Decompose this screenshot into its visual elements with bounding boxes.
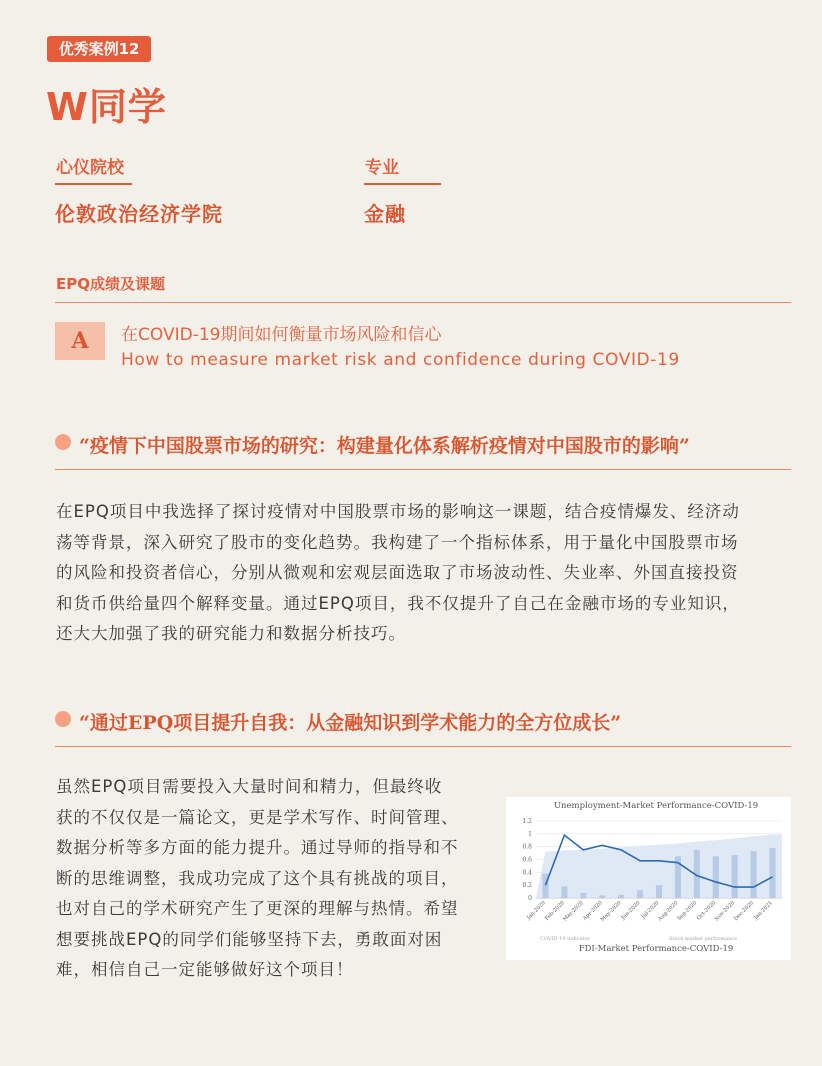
paragraph-line: 荡等背景，深入研究了股市的变化趋势。我构建了一个指标体系，用于量化中国股票市场 bbox=[56, 532, 739, 552]
chart-y-tick-label: 1 bbox=[528, 830, 532, 838]
chart-bar bbox=[770, 848, 776, 898]
section2-divider bbox=[55, 746, 791, 747]
chart-y-tick-label: 0.6 bbox=[522, 856, 532, 864]
paragraph-line: 在EPQ项目中我选择了探讨疫情对中国股票市场的影响这一课题，结合疫情爆发、经济动 bbox=[56, 502, 740, 521]
chart-legend-2: Stock market performance bbox=[669, 936, 738, 942]
section1-divider bbox=[55, 469, 791, 470]
chart-x-tick-label: Jul-2020 bbox=[640, 900, 661, 921]
school-underline bbox=[55, 183, 132, 185]
chart-bar bbox=[599, 895, 605, 898]
case-badge: 优秀案例12 bbox=[47, 36, 151, 62]
chart-y-tick-label: 0.2 bbox=[522, 882, 532, 890]
chart-bar bbox=[542, 874, 548, 898]
chart-x-tick-label: Jan-2021 bbox=[753, 900, 774, 922]
section1-paragraph bbox=[56, 497, 796, 650]
chart-x-tick-label: Dec-2020 bbox=[733, 900, 756, 923]
paragraph-line: 获的不仅仅是一篇论文，更是学术写作、时间管理、 bbox=[56, 807, 459, 827]
chart-bar bbox=[580, 893, 586, 898]
chart-bottom-caption: FDI-Market Performance-COVID-19 bbox=[578, 944, 734, 954]
chart-bar bbox=[561, 886, 567, 898]
student-name: W同学 bbox=[46, 85, 167, 129]
chart-x-tick-label: Sep-2020 bbox=[676, 900, 699, 923]
major-underline bbox=[364, 183, 441, 185]
chart-bar bbox=[732, 855, 738, 898]
paragraph-line: 的风险和投资者信心，分别从微观和宏观层面选取了市场波动性、失业率、外国直接投资 bbox=[56, 563, 739, 582]
chart-x-tick-label: Jun-2020 bbox=[620, 900, 642, 922]
chart-title: Unemployment-Market Performance-COVID-19 bbox=[553, 801, 759, 811]
epq-divider bbox=[55, 302, 791, 303]
chart-y-tick-label: 0.4 bbox=[522, 869, 532, 877]
paragraph-line: 还大大加强了我的研究能力和数据分析技巧。 bbox=[56, 624, 406, 643]
section1-heading: “疫情下中国股票市场的研究：构建量化体系解析疫情对中国股市的影响” bbox=[79, 435, 690, 457]
chart-svg bbox=[506, 797, 791, 960]
epq-section-title: EPQ成绩及课题 bbox=[56, 275, 165, 293]
chart-bar bbox=[618, 895, 624, 898]
section2-heading: “通过EPQ项目提升自我：从金融知识到学术能力的全方位成长” bbox=[79, 712, 622, 734]
chart-bar bbox=[637, 890, 643, 898]
chart-legend-1: COVID-19 indicator bbox=[540, 936, 590, 942]
section2-paragraph bbox=[56, 772, 496, 986]
chart-x-tick-label: Nov-2020 bbox=[713, 900, 737, 923]
paragraph-line: 和货币供给量四个解释变量。通过EPQ项目，我不仅提升了自己在金融市场的专业知识， bbox=[56, 593, 740, 613]
school-value: 伦敦政治经济学院 bbox=[55, 202, 223, 226]
paragraph-line: 难，相信自己一定能够做好这个项目！ bbox=[56, 960, 354, 979]
paragraph-line: 想要挑战EPQ的同学们能够坚持下去，勇敢面对困 bbox=[56, 929, 443, 949]
market-chart bbox=[506, 797, 791, 960]
chart-x-tick-label: Mar-2020 bbox=[562, 900, 585, 923]
chart-x-tick-label: Feb-2020 bbox=[544, 900, 566, 922]
chart-x-tick-label: May-2020 bbox=[599, 900, 623, 924]
school-label: 心仪院校 bbox=[56, 158, 124, 178]
bullet-icon bbox=[55, 711, 71, 727]
chart-bar bbox=[751, 851, 757, 898]
chart-y-tick-label: 1.2 bbox=[522, 818, 532, 825]
epq-grade: A bbox=[55, 322, 105, 360]
paragraph-line: 也对自己的学术研究产生了更深的理解与热情。希望 bbox=[56, 899, 459, 918]
major-label: 专业 bbox=[365, 158, 399, 178]
chart-bar bbox=[713, 856, 719, 898]
chart-bar bbox=[656, 885, 662, 898]
paragraph-line: 数据分析等多方面的能力提升。通过导师的指导和不 bbox=[56, 838, 459, 857]
chart-x-tick-label: Apr-2020 bbox=[582, 900, 604, 922]
chart-y-tick-label: 0 bbox=[528, 895, 532, 902]
epq-topic-cn: 在COVID-19期间如何衡量市场风险和信心 bbox=[121, 325, 442, 345]
chart-x-tick-label: Oct-2020 bbox=[695, 900, 718, 922]
chart-x-tick-label: Aug-2020 bbox=[657, 900, 680, 923]
major-value: 金融 bbox=[364, 202, 406, 226]
chart-x-tick-label: Jan-2020 bbox=[526, 900, 547, 922]
paragraph-line: 断的思维调整，我成功完成了这个具有挑战的项目， bbox=[56, 868, 459, 888]
bullet-icon bbox=[55, 434, 71, 450]
paragraph-line: 虽然EPQ项目需要投入大量时间和精力，但最终收 bbox=[56, 777, 443, 796]
chart-y-tick-label: 0.8 bbox=[522, 843, 532, 851]
epq-topic-en: How to measure market risk and confidence during COVID-19 bbox=[121, 350, 680, 370]
